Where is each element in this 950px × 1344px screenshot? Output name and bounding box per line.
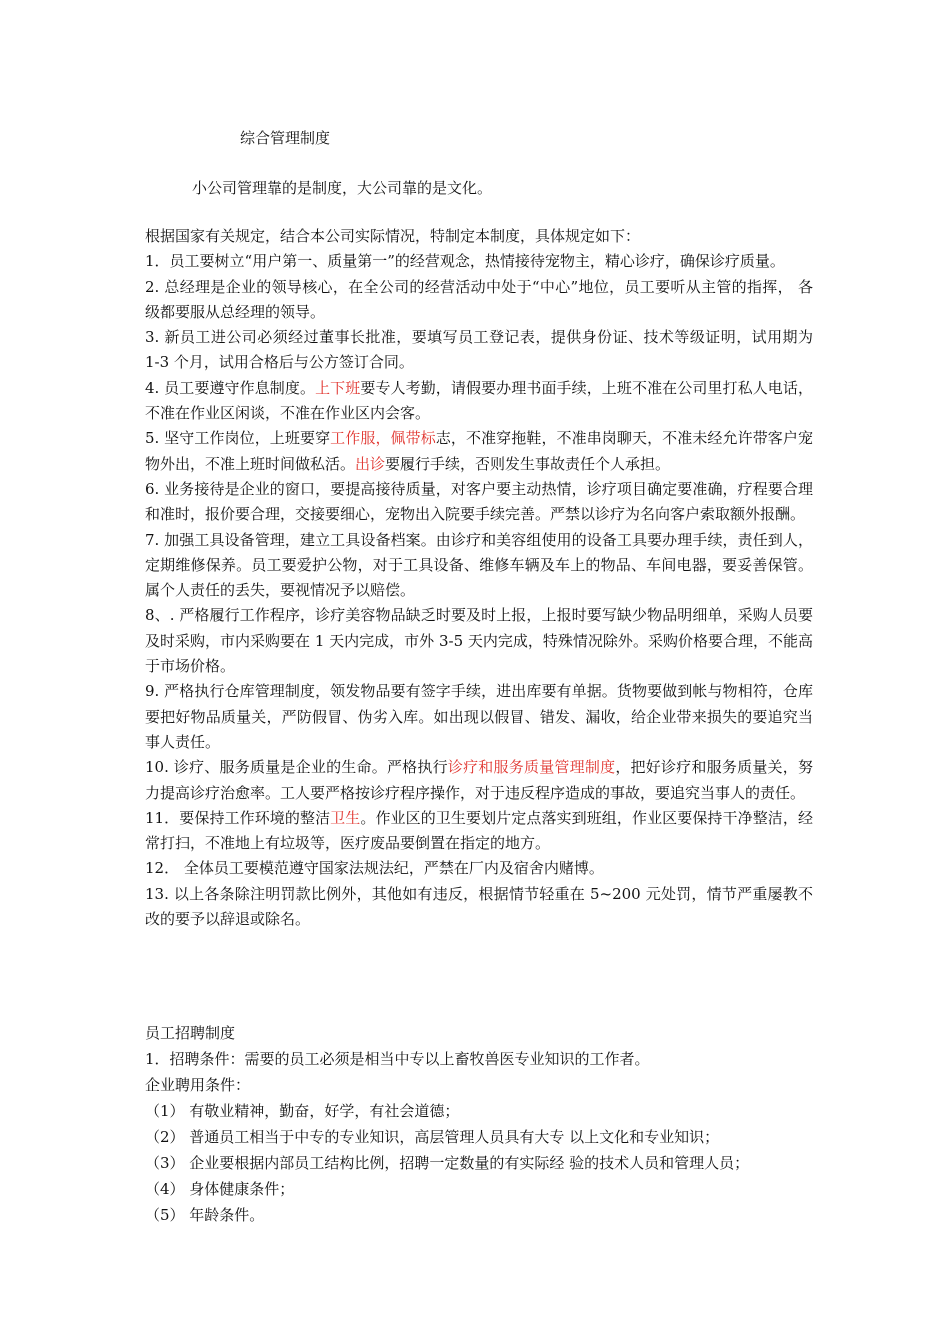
rule-13: 13. 以上各条除注明罚款比例外，其他如有违反，根据情节轻重在 5~200 元处罚，情节严重屡教不改的要予以辞退或除名。 bbox=[145, 884, 813, 929]
rule-5-highlight-outcall: 出诊 bbox=[355, 454, 386, 473]
rule-2: 2. 总经理是企业的领导核心，在全公司的经营活动中处于“中心”地位，员工要听从主管的指挥， 各级都要服从总经理的领导。 bbox=[145, 277, 813, 321]
rule-10 bbox=[145, 755, 813, 806]
rule-4-highlight: 上下班 bbox=[315, 378, 361, 397]
condition-3: （3） 企业要根据内部员工结构比例，招聘一定数量的有实际经 验的技术人员和管理人员； bbox=[145, 1154, 750, 1172]
rule-5-text-b: 志，不准穿拖鞋，不准串岗聊天，不准未经允许带客户宠物外出，不准上班时间做私活。 bbox=[145, 429, 813, 473]
rule-5-highlight-uniform: 工作服，佩带标 bbox=[330, 429, 436, 448]
rule-11-text-b: 。作业区的卫生要划片定点落实到班组，作业区要保持干净整洁，经常打扫，不准地上有垃圾等，医疗废品要倒置在指定的地方。 bbox=[145, 808, 813, 853]
rule-5-text-c: 要履行手续，否则发生事故责任个人承担。 bbox=[385, 454, 671, 473]
rule-10-text-a: 10. 诊疗、服务质量是企业的生命。严格执行 bbox=[145, 758, 448, 777]
rule-12: 12． 全体员工要模范遵守国家法规法纪，严禁在厂内及宿舍内赌博。 bbox=[145, 859, 604, 878]
rule-7: 7. 加强工具设备管理，建立工具设备档案。由诊疗和美容组使用的设备工具要办理手续，责任到人，定期维修保养。员工要爱护公物，对于工具设备、维修车辆及车上的物品、车间电器，要妥善保管。属个人责任的丢失，要视情况予以赔偿。 bbox=[145, 530, 813, 600]
rule-1: 1．员工要树立“用户第一、质量第一”的经营观念，热情接待宠物主，精心诊疗，确保诊疗质量。 bbox=[145, 252, 785, 271]
rule-10-highlight: 诊疗和服务质量管理制度 bbox=[447, 758, 616, 777]
motto-line: 小公司管理靠的是制度，大公司靠的是文化。 bbox=[192, 179, 493, 197]
rule-3: 3. 新员工进公司必须经过董事长批准，要填写员工登记表，提供身份证、技术等级证明，试用期为 1-3 个月，试用合格后与公方签订合同。 bbox=[145, 328, 813, 372]
rule-5-text-a: 5. 坚守工作岗位，上班要穿 bbox=[145, 429, 331, 448]
rule-10-text-b: ，把好诊疗和服务质量关，努力提高诊疗治愈率。工人要严格按诊疗程序操作，对于违反程序造成的事故，要追究当事人的责任。 bbox=[145, 758, 813, 802]
rule-8: 8、. 严格履行工作程序，诊疗美容物品缺乏时要及时上报，上报时要写缺少物品明细单，采购人员要及时采购，市内采购要在 1 天内完成，市外 3-5 天内完成，特殊情况除外。采购价格要合理，不能高于市场价格。 bbox=[145, 606, 813, 676]
rule-4 bbox=[145, 376, 813, 427]
rule-11-text-a: 11．要保持工作环境的整洁 bbox=[145, 808, 331, 827]
rule-4-text-a: 4. 员工要遵守作息制度。 bbox=[145, 378, 316, 397]
rule-5 bbox=[145, 426, 813, 477]
condition-1: （1） 有敬业精神，勤奋，好学，有社会道德； bbox=[145, 1102, 460, 1120]
document-title: 综合管理制度 bbox=[240, 129, 331, 147]
regulations-body bbox=[145, 224, 813, 932]
conditions-heading: 企业聘用条件： bbox=[145, 1076, 251, 1094]
recruitment-section bbox=[145, 1020, 813, 1228]
rule-11-highlight: 卫生 bbox=[330, 808, 361, 827]
condition-4: （4） 身体健康条件； bbox=[145, 1180, 295, 1198]
condition-2: （2） 普通员工相当于中专的专业知识，高层管理人员具有大专 以上文化和专业知识； bbox=[145, 1128, 720, 1146]
rule-9: 9. 严格执行仓库管理制度，领发物品要有签字手续，进出库要有单据。货物要做到帐与物相符，仓库要把好物品质量关，严防假冒、伪劣入库。如出现以假冒、错发、漏收，给企业带来损失的要追究当事人责任。 bbox=[145, 682, 813, 751]
intro-paragraph: 根据国家有关规定，结合本公司实际情况，特制定本制度，具体规定如下： bbox=[145, 227, 641, 245]
rule-6: 6. 业务接待是企业的窗口，要提高接待质量，对客户要主动热情，诊疗项目确定要准确，疗程要合理和准时，报价要合理，交接要细心，宠物出入院要手续完善。严禁以诊疗为名向客户索取额外报酬。 bbox=[145, 479, 813, 524]
recruitment-heading: 员工招聘制度 bbox=[145, 1024, 236, 1042]
recruitment-item-1: 1．招聘条件：需要的员工必须是相当中专以上畜牧兽医专业知识的工作者。 bbox=[145, 1050, 650, 1068]
rule-4-text-b: 要专人考勤，请假要办理书面手续，上班不准在公司里打私人电话，不准在作业区闲谈，不准在作业区内会客。 bbox=[145, 378, 813, 423]
condition-5: （5） 年龄条件。 bbox=[145, 1206, 265, 1224]
rule-11 bbox=[145, 806, 813, 857]
